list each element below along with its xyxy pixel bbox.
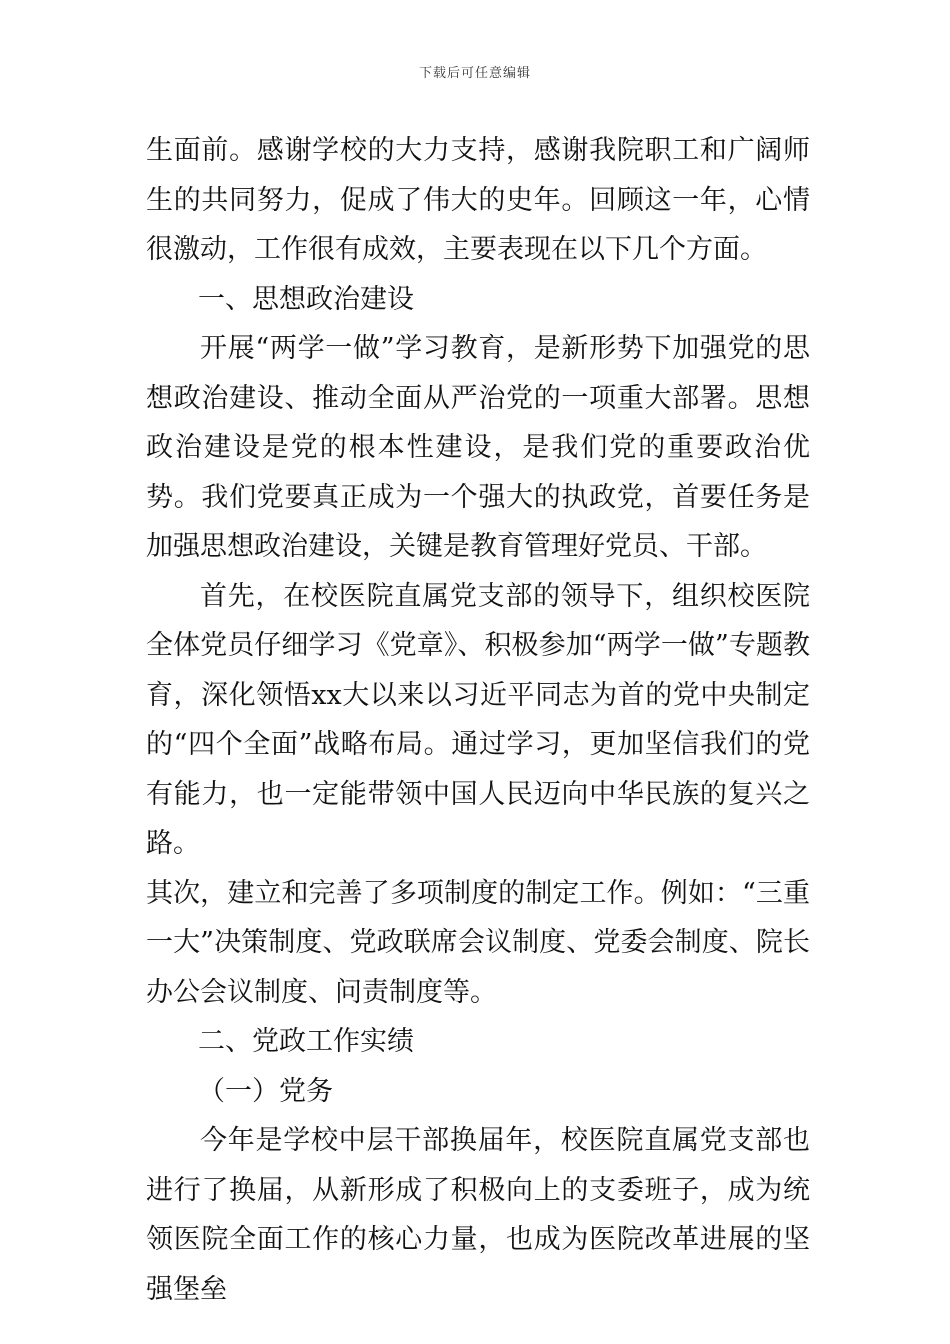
paragraph-political-construction: 开展“两学一做”学习教育，是新形势下加强党的思想政治建设、推动全面从严治党的一项重大部署。思想政治建设是党的根本性建设，是我们党的重要政治优势。我们党要真正成为一个强大的执政党，首要任务是加强思想政治建设，关键是教育管理好党员、干部。	[146, 333, 810, 562]
section-heading-1: 一、思想政治建设	[198, 283, 414, 315]
paragraph-party-affairs: 今年是学校中层干部换届年，校医院直属党支部也进行了换届，从新形成了积极向上的支委班子，成为统领医院全面工作的核心力量，也成为医院改革进展的坚强堡垒	[146, 1125, 810, 1305]
section-heading-2: 二、党政工作实绩	[198, 1026, 414, 1057]
subsection-heading-1: （一）党务	[198, 1075, 333, 1107]
paragraph-first: 首先，在校医院直属党支部的领导下，组织校医院全体党员仔细学习《党章》、积极参加“两学一做”专题教育，深化领悟xx大以来以习近平同志为首的党中央制定的“四个全面”战略布局。通过学习，更加坚信我们的党有能力，也一定能带领中国人民迈向中华民族的复兴之路。	[146, 580, 810, 859]
paragraph-second: 其次，建立和完善了多项制度的制定工作。例如：“三重一大”决策制度、党政联席会议制度、党委会制度、院长办公会议制度、问责制度等。	[146, 877, 810, 1008]
page-header-note: 下载后可任意编辑	[418, 66, 531, 81]
document-body	[146, 126, 810, 1314]
paragraph-intro-continued: 生面前。感谢学校的大力支持，感谢我院职工和广阔师生的共同努力，促成了伟大的史年。回顾这一年，心情很激动，工作很有成效，主要表现在以下几个方面。	[146, 135, 810, 265]
